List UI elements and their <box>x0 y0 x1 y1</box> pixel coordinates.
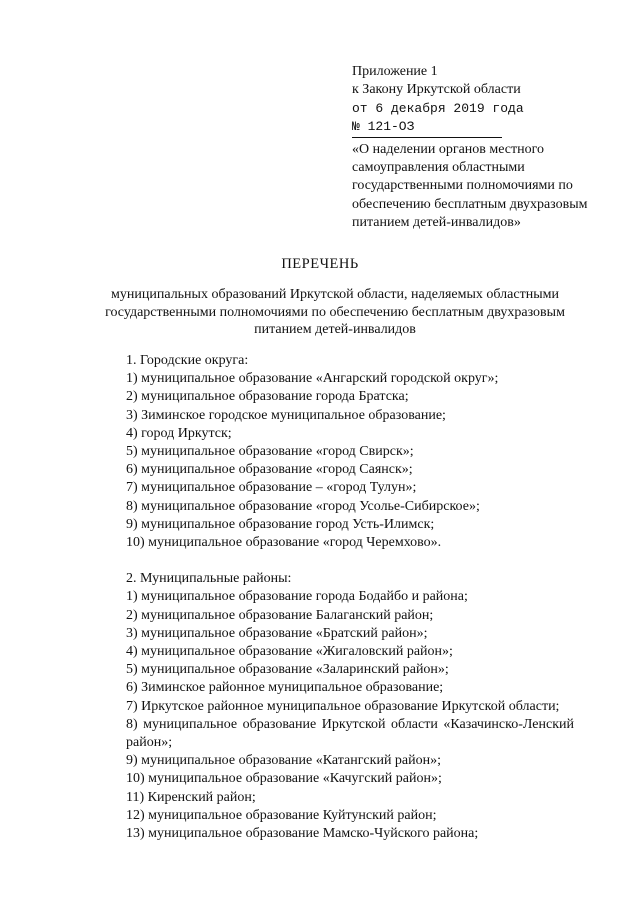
list-item: 9) муниципальное образование «Катангский район»; <box>126 753 442 769</box>
list-item: 6) Зиминское районное муниципальное образование; <box>126 680 444 696</box>
list-item: 7) муниципальное образование – «город Тулун»; <box>126 480 417 496</box>
list-item: 1) муниципальное образование города Бодайбо и района; <box>126 589 468 605</box>
appendix-law-title: «О наделении органов местного самоуправления областными государственными полномочиями по обеспечению бесплатным двухразовым питанием детей-инвалидов» <box>352 141 588 231</box>
list-item: 7) Иркутское районное муниципальное образование Иркутской области; <box>126 698 560 714</box>
list-item: 10) муниципальное образование «Качугский район»; <box>126 771 442 787</box>
list-item: 5) муниципальное образование «Заларинский район»; <box>126 662 449 678</box>
list-item: 3) Зиминское городское муниципальное образование; <box>126 407 446 423</box>
appendix-law-number: № 121-ОЗ <box>352 118 502 137</box>
list-item: 13) муниципальное образование Мамско-Чуйского района; <box>126 826 479 842</box>
section-heading: 2. Муниципальные районы: <box>126 571 292 587</box>
list-item: 2) муниципальное образование Балаганский район; <box>126 607 434 623</box>
appendix-date: от 6 декабря 2019 года <box>352 100 524 116</box>
list-item: 9) муниципальное образование город Усть-Илимск; <box>126 516 435 532</box>
section-heading: 1. Городские округа: <box>126 353 249 368</box>
list-item: 4) город Иркутск; <box>126 425 232 441</box>
appendix-law-ref: к Закону Иркутской области <box>352 82 521 98</box>
list-item: 3) муниципальное образование «Братский район»; <box>126 625 428 641</box>
list-item: 8) муниципальное образование Иркутской области «Казачинско-Ленский район»; <box>126 716 574 751</box>
list-item: 6) муниципальное образование «город Саянск»; <box>126 462 413 478</box>
list-item: 2) муниципальное образование города Братска; <box>126 389 409 405</box>
appendix-number: Приложение 1 <box>352 64 438 79</box>
document-title: ПЕРЕЧЕНЬ <box>281 256 359 272</box>
list-item: 4) муниципальное образование «Жигаловский район»; <box>126 644 453 660</box>
list-item: 11) Киренский район; <box>126 789 256 805</box>
list-item: 8) муниципальное образование «город Усолье-Сибирское»; <box>126 498 480 514</box>
appendix-header <box>352 63 592 233</box>
list-item: 5) муниципальное образование «город Свирск»; <box>126 444 414 460</box>
list-item: 1) муниципальное образование «Ангарский городской округ»; <box>126 371 499 387</box>
municipalities-list <box>96 352 574 843</box>
document-subtitle: муниципальных образований Иркутской области, наделяемых областными государственными полномочиями по обеспечению бесплатным двухразовым питанием детей-инвалидов <box>105 287 565 338</box>
list-item: 12) муниципальное образование Куйтунский район; <box>126 807 437 823</box>
list-item: 10) муниципальное образование «город Черемхово». <box>126 535 442 551</box>
